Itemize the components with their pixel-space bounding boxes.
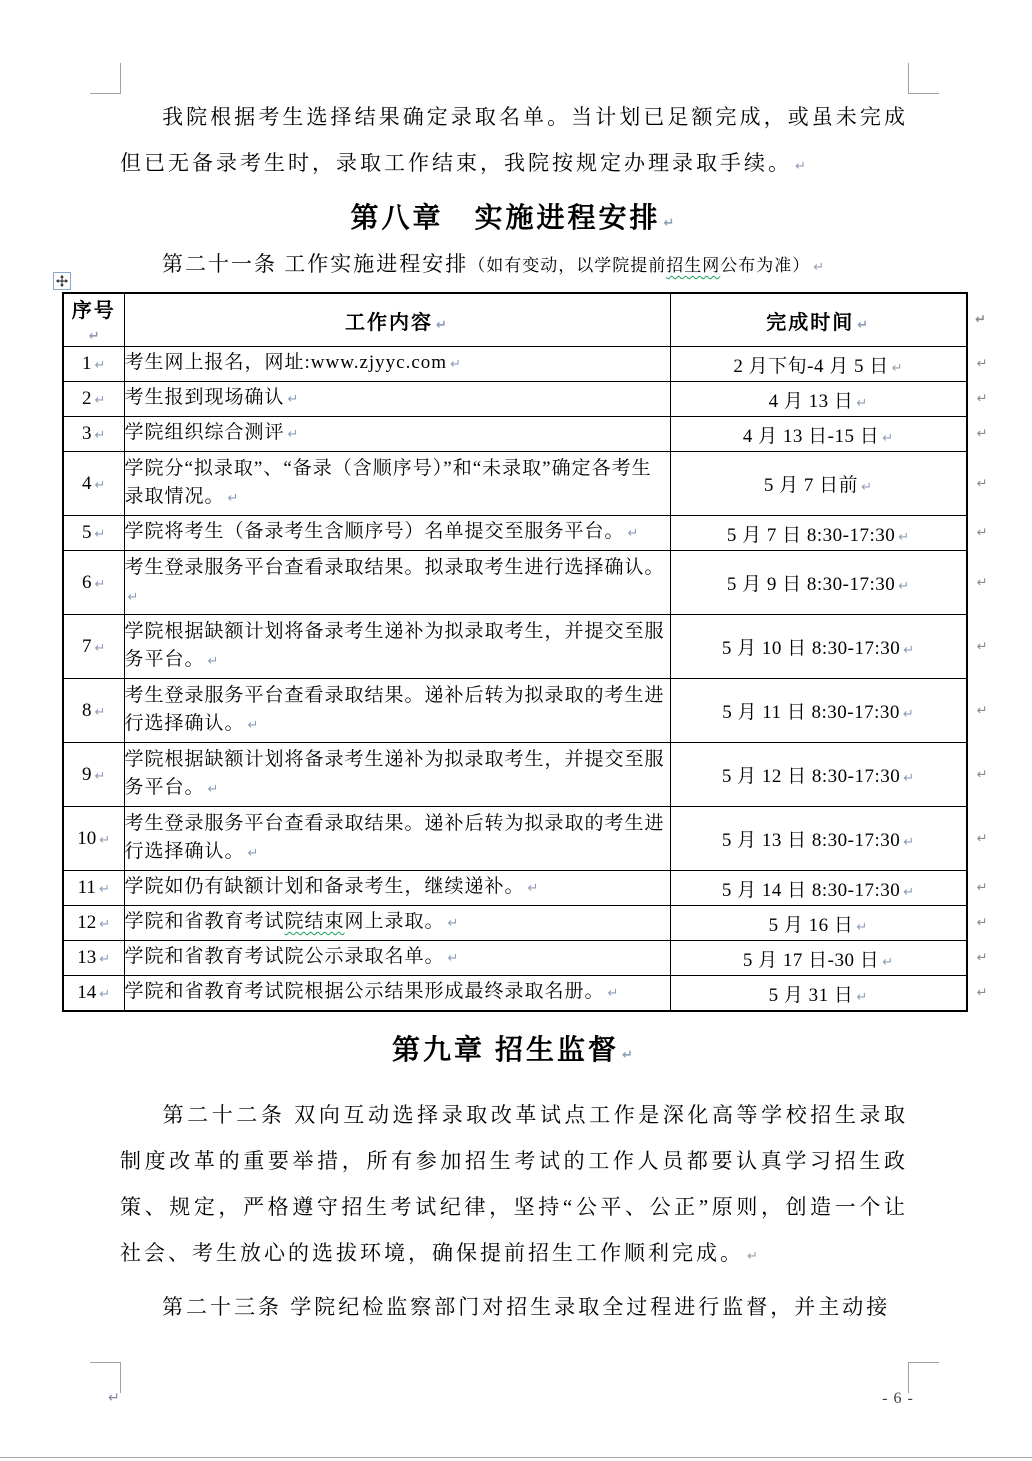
intro-paragraph-text: 我院根据考生选择结果确定录取名单。当计划已足额完成，或虽未完成但已无备录考生时，录取工作结束，我院按规定办理录取手续。	[120, 105, 908, 175]
table-row	[63, 906, 967, 941]
cell-seq: 7 ↵	[63, 615, 124, 679]
paragraph-mark-icon: ↵	[287, 392, 300, 407]
cell-time: 5 月 7 日前 ↵ ↵	[670, 452, 967, 516]
table-row	[63, 516, 967, 551]
cell-content: 学院根据缺额计划将备录考生递补为拟录取考生，并提交至服务平台。 ↵	[124, 743, 670, 807]
paragraph-mark-icon: ↵	[207, 653, 220, 669]
paragraph-mark-icon: ↵	[227, 490, 240, 506]
cell-seq: 8 ↵	[63, 679, 124, 743]
paragraph-mark-icon: ↵	[99, 987, 111, 1002]
cell-time: 5 月 17 日-30 日 ↵ ↵	[670, 941, 967, 976]
cell-seq: 2 ↵	[63, 382, 124, 417]
paragraph-mark-icon: ↵	[627, 526, 640, 541]
article21-note-post: 公布为准）	[720, 256, 811, 275]
table-row	[63, 615, 967, 679]
row-end-mark-icon: ↵	[976, 426, 988, 442]
cell-time: 5 月 16 日 ↵ ↵	[670, 906, 967, 941]
paragraph-mark-icon: ↵	[99, 832, 111, 848]
chapter9-heading-text: 第九章 招生监督	[392, 1035, 620, 1066]
row-end-mark-icon: ↵	[976, 703, 988, 718]
paragraph-mark-icon: ↵	[247, 845, 260, 861]
cell-time: 5 月 9 日 8:30-17:30 ↵ ↵	[670, 551, 967, 615]
cell-time: 5 月 7 日 8:30-17:30 ↵ ↵	[670, 516, 967, 551]
cell-content: 学院分“拟录取”、“备录（含顺序号）”和“未录取”确定各考生录取情况。 ↵	[124, 452, 670, 516]
cell-seq: 12 ↵	[63, 906, 124, 941]
paragraph-mark-icon: ↵	[856, 989, 868, 1005]
table-header-row	[63, 293, 967, 347]
row-end-mark-icon: ↵	[976, 476, 988, 491]
table-row	[63, 941, 967, 976]
cell-time: 4 月 13 日-15 日 ↵ ↵	[670, 417, 967, 452]
move-icon	[56, 275, 68, 287]
paragraph-mark-icon: ↵	[902, 707, 915, 722]
cell-content: 学院如仍有缺额计划和备录考生，继续递补。 ↵	[124, 871, 670, 906]
paragraph-mark-icon: ↵	[94, 704, 106, 720]
paragraph-mark-icon: ↵	[94, 576, 106, 592]
chapter9-heading	[120, 1028, 908, 1068]
paragraph-mark-icon: ↵	[450, 357, 462, 372]
paragraph-mark-icon: ↵	[247, 717, 260, 733]
table-row	[63, 871, 967, 906]
paragraph-mark-icon: ↵	[94, 477, 106, 493]
paragraph-mark-icon: ↵	[207, 781, 220, 797]
row-end-mark-icon: ↵	[976, 831, 988, 846]
cell-content: 学院和省教育考试院根据公示结果形成最终录取名册。 ↵	[124, 976, 670, 1012]
table-row	[63, 807, 967, 871]
cell-seq: 14 ↵	[63, 976, 124, 1012]
row-end-mark-icon: ↵	[976, 356, 988, 372]
table-row	[63, 976, 967, 1012]
paragraph-mark-icon: ↵	[903, 835, 915, 850]
cell-time: 5 月 10 日 8:30-17:30 ↵ ↵	[670, 615, 967, 679]
cell-content: 考生登录服务平台查看录取结果。递补后转为拟录取的考生进行选择确认。 ↵	[124, 679, 670, 743]
article22-paragraph	[120, 1092, 908, 1280]
cell-seq: 6 ↵	[63, 551, 124, 615]
table-row	[63, 743, 967, 807]
table-row	[63, 347, 967, 382]
paragraph-mark-icon: ↵	[903, 771, 915, 786]
margin-crop-mark-bottom-left	[90, 1362, 121, 1393]
margin-crop-mark-top-left	[90, 63, 121, 94]
chapter8-heading-text: 第八章 实施进程安排	[350, 203, 661, 234]
cell-content: 考生登录服务平台查看录取结果。拟录取考生进行选择确认。↵	[124, 551, 670, 615]
grammar-check-underline: 院结束	[284, 911, 345, 932]
row-end-mark-icon: ↵	[976, 391, 988, 407]
table-move-handle[interactable]	[53, 272, 71, 290]
cell-seq: 1 ↵	[63, 347, 124, 382]
schedule-table	[62, 292, 988, 1012]
article23-paragraph	[120, 1284, 908, 1330]
cell-seq: 11 ↵	[63, 871, 124, 906]
cell-content: 学院和省教育考试院公示录取名单。 ↵	[124, 941, 670, 976]
paragraph-mark-icon: ↵	[94, 640, 106, 656]
paragraph-mark-icon: ↵	[663, 216, 678, 231]
paragraph-mark-icon: ↵	[94, 428, 106, 443]
paragraph-mark-icon: ↵	[903, 884, 915, 900]
paragraph-mark-icon: ↵	[882, 430, 894, 446]
paragraph-mark-icon: ↵	[94, 768, 106, 784]
cell-seq: 3 ↵	[63, 417, 124, 452]
table-row	[63, 417, 967, 452]
cell-time: 5 月 13 日 8:30-17:30 ↵ ↵	[670, 807, 967, 871]
row-end-mark-icon: ↵	[976, 915, 988, 931]
paragraph-mark-icon: ↵	[88, 329, 102, 344]
row-end-mark-icon: ↵	[976, 575, 988, 590]
paragraph-mark-icon: ↵	[747, 1249, 761, 1264]
document-end-mark-icon: ↵	[108, 1390, 120, 1406]
row-end-mark-icon: ↵	[976, 950, 988, 966]
chapter8-heading	[120, 196, 908, 236]
paragraph-mark-icon: ↵	[857, 317, 871, 333]
cell-content: 考生报到现场确认 ↵	[124, 382, 670, 417]
paragraph-mark-icon: ↵	[447, 951, 460, 966]
paragraph-mark-icon: ↵	[99, 952, 111, 967]
article21-lead: 第二十一条 工作实施进程安排	[162, 252, 469, 276]
paragraph-mark-icon: ↵	[94, 393, 106, 408]
article21-line	[120, 248, 908, 278]
paragraph-mark-icon: ↵	[856, 919, 868, 935]
cell-seq: 4 ↵	[63, 452, 124, 516]
table-row	[63, 452, 967, 516]
cell-seq: 13 ↵	[63, 941, 124, 976]
cell-content: 学院将考生（备录考生含顺序号）名单提交至服务平台。 ↵	[124, 516, 670, 551]
paragraph-mark-icon: ↵	[898, 579, 910, 594]
paragraph-mark-icon: ↵	[287, 427, 300, 442]
cell-content: 考生网上报名，网址:www.zjyyc.com ↵	[124, 347, 670, 382]
paragraph-mark-icon: ↵	[882, 954, 894, 970]
article22-text: 第二十二条 双向互动选择录取改革试点工作是深化高等学校招生录取制度改革的重要举措，所有参加招生考试的工作人员都要认真学习招生政策、规定，严格遵守招生考试纪律，坚持“公平、公正”原则，创造一个让社会、考生放心的选拔环境，确保提前招生工作顺利完成。	[120, 1103, 908, 1265]
cell-seq: 10 ↵	[63, 807, 124, 871]
article21-note-pre: （如有变动，以学院提前	[468, 256, 667, 275]
row-end-mark-icon: ↵	[976, 985, 988, 1001]
paragraph-mark-icon: ↵	[447, 916, 460, 931]
table-row	[63, 551, 967, 615]
paragraph-mark-icon: ↵	[891, 360, 904, 376]
paragraph-mark-icon: ↵	[94, 527, 106, 542]
column-header-seq: 序号↵	[63, 293, 124, 347]
paragraph-mark-icon: ↵	[436, 317, 449, 333]
margin-crop-mark-top-right	[908, 63, 939, 94]
intro-paragraph	[120, 94, 908, 190]
paragraph-mark-icon: ↵	[861, 480, 873, 495]
cell-time: 4 月 13 日 ↵ ↵	[670, 382, 967, 417]
paragraph-mark-icon: ↵	[856, 395, 868, 411]
cell-content: 学院和省教育考试院结束网上录取。 ↵	[124, 906, 670, 941]
paragraph-mark-icon: ↵	[127, 589, 140, 605]
table-row	[63, 679, 967, 743]
row-end-mark-icon: ↵	[976, 525, 988, 541]
article21-note	[468, 256, 810, 275]
paragraph-mark-icon: ↵	[99, 917, 111, 932]
table-row	[63, 382, 967, 417]
paragraph-mark-icon: ↵	[795, 159, 809, 174]
cell-content: 学院组织综合测评 ↵	[124, 417, 670, 452]
row-end-mark-icon: ↵	[975, 312, 988, 328]
page-bottom-edge	[0, 1457, 1032, 1458]
article23-text: 第二十三条 学院纪检监察部门对招生录取全过程进行监督，并主动接	[162, 1295, 891, 1319]
paragraph-mark-icon: ↵	[903, 643, 915, 658]
cell-time: 5 月 12 日 8:30-17:30 ↵ ↵	[670, 743, 967, 807]
row-end-mark-icon: ↵	[976, 767, 988, 782]
paragraph-mark-icon: ↵	[898, 529, 910, 545]
cell-time: 5 月 31 日 ↵ ↵	[670, 976, 967, 1012]
row-end-mark-icon: ↵	[976, 880, 988, 896]
cell-seq: 9 ↵	[63, 743, 124, 807]
paragraph-mark-icon: ↵	[607, 986, 620, 1001]
cell-content: 考生登录服务平台查看录取结果。递补后转为拟录取的考生进行选择确认。 ↵	[124, 807, 670, 871]
cell-content: 学院根据缺额计划将备录考生递补为拟录取考生，并提交至服务平台。 ↵	[124, 615, 670, 679]
cell-seq: 5 ↵	[63, 516, 124, 551]
cell-time: 2 月下旬-4 月 5 日 ↵ ↵	[670, 347, 967, 382]
paragraph-mark-icon: ↵	[813, 260, 827, 275]
page-number: - 6 -	[882, 1390, 914, 1407]
article21-note-grammar-underline: 招生网	[666, 256, 721, 275]
paragraph-mark-icon: ↵	[622, 1048, 636, 1063]
row-end-mark-icon: ↵	[976, 639, 988, 654]
paragraph-mark-icon: ↵	[98, 882, 110, 897]
cell-time: 5 月 11 日 8:30-17:30 ↵ ↵	[670, 679, 967, 743]
margin-crop-mark-bottom-right	[908, 1362, 939, 1393]
paragraph-mark-icon: ↵	[527, 881, 540, 896]
cell-time: 5 月 14 日 8:30-17:30 ↵ ↵	[670, 871, 967, 906]
paragraph-mark-icon: ↵	[94, 358, 106, 373]
column-header-time: 完成时间 ↵ ↵	[670, 293, 967, 347]
column-header-content: 工作内容 ↵	[124, 293, 670, 347]
